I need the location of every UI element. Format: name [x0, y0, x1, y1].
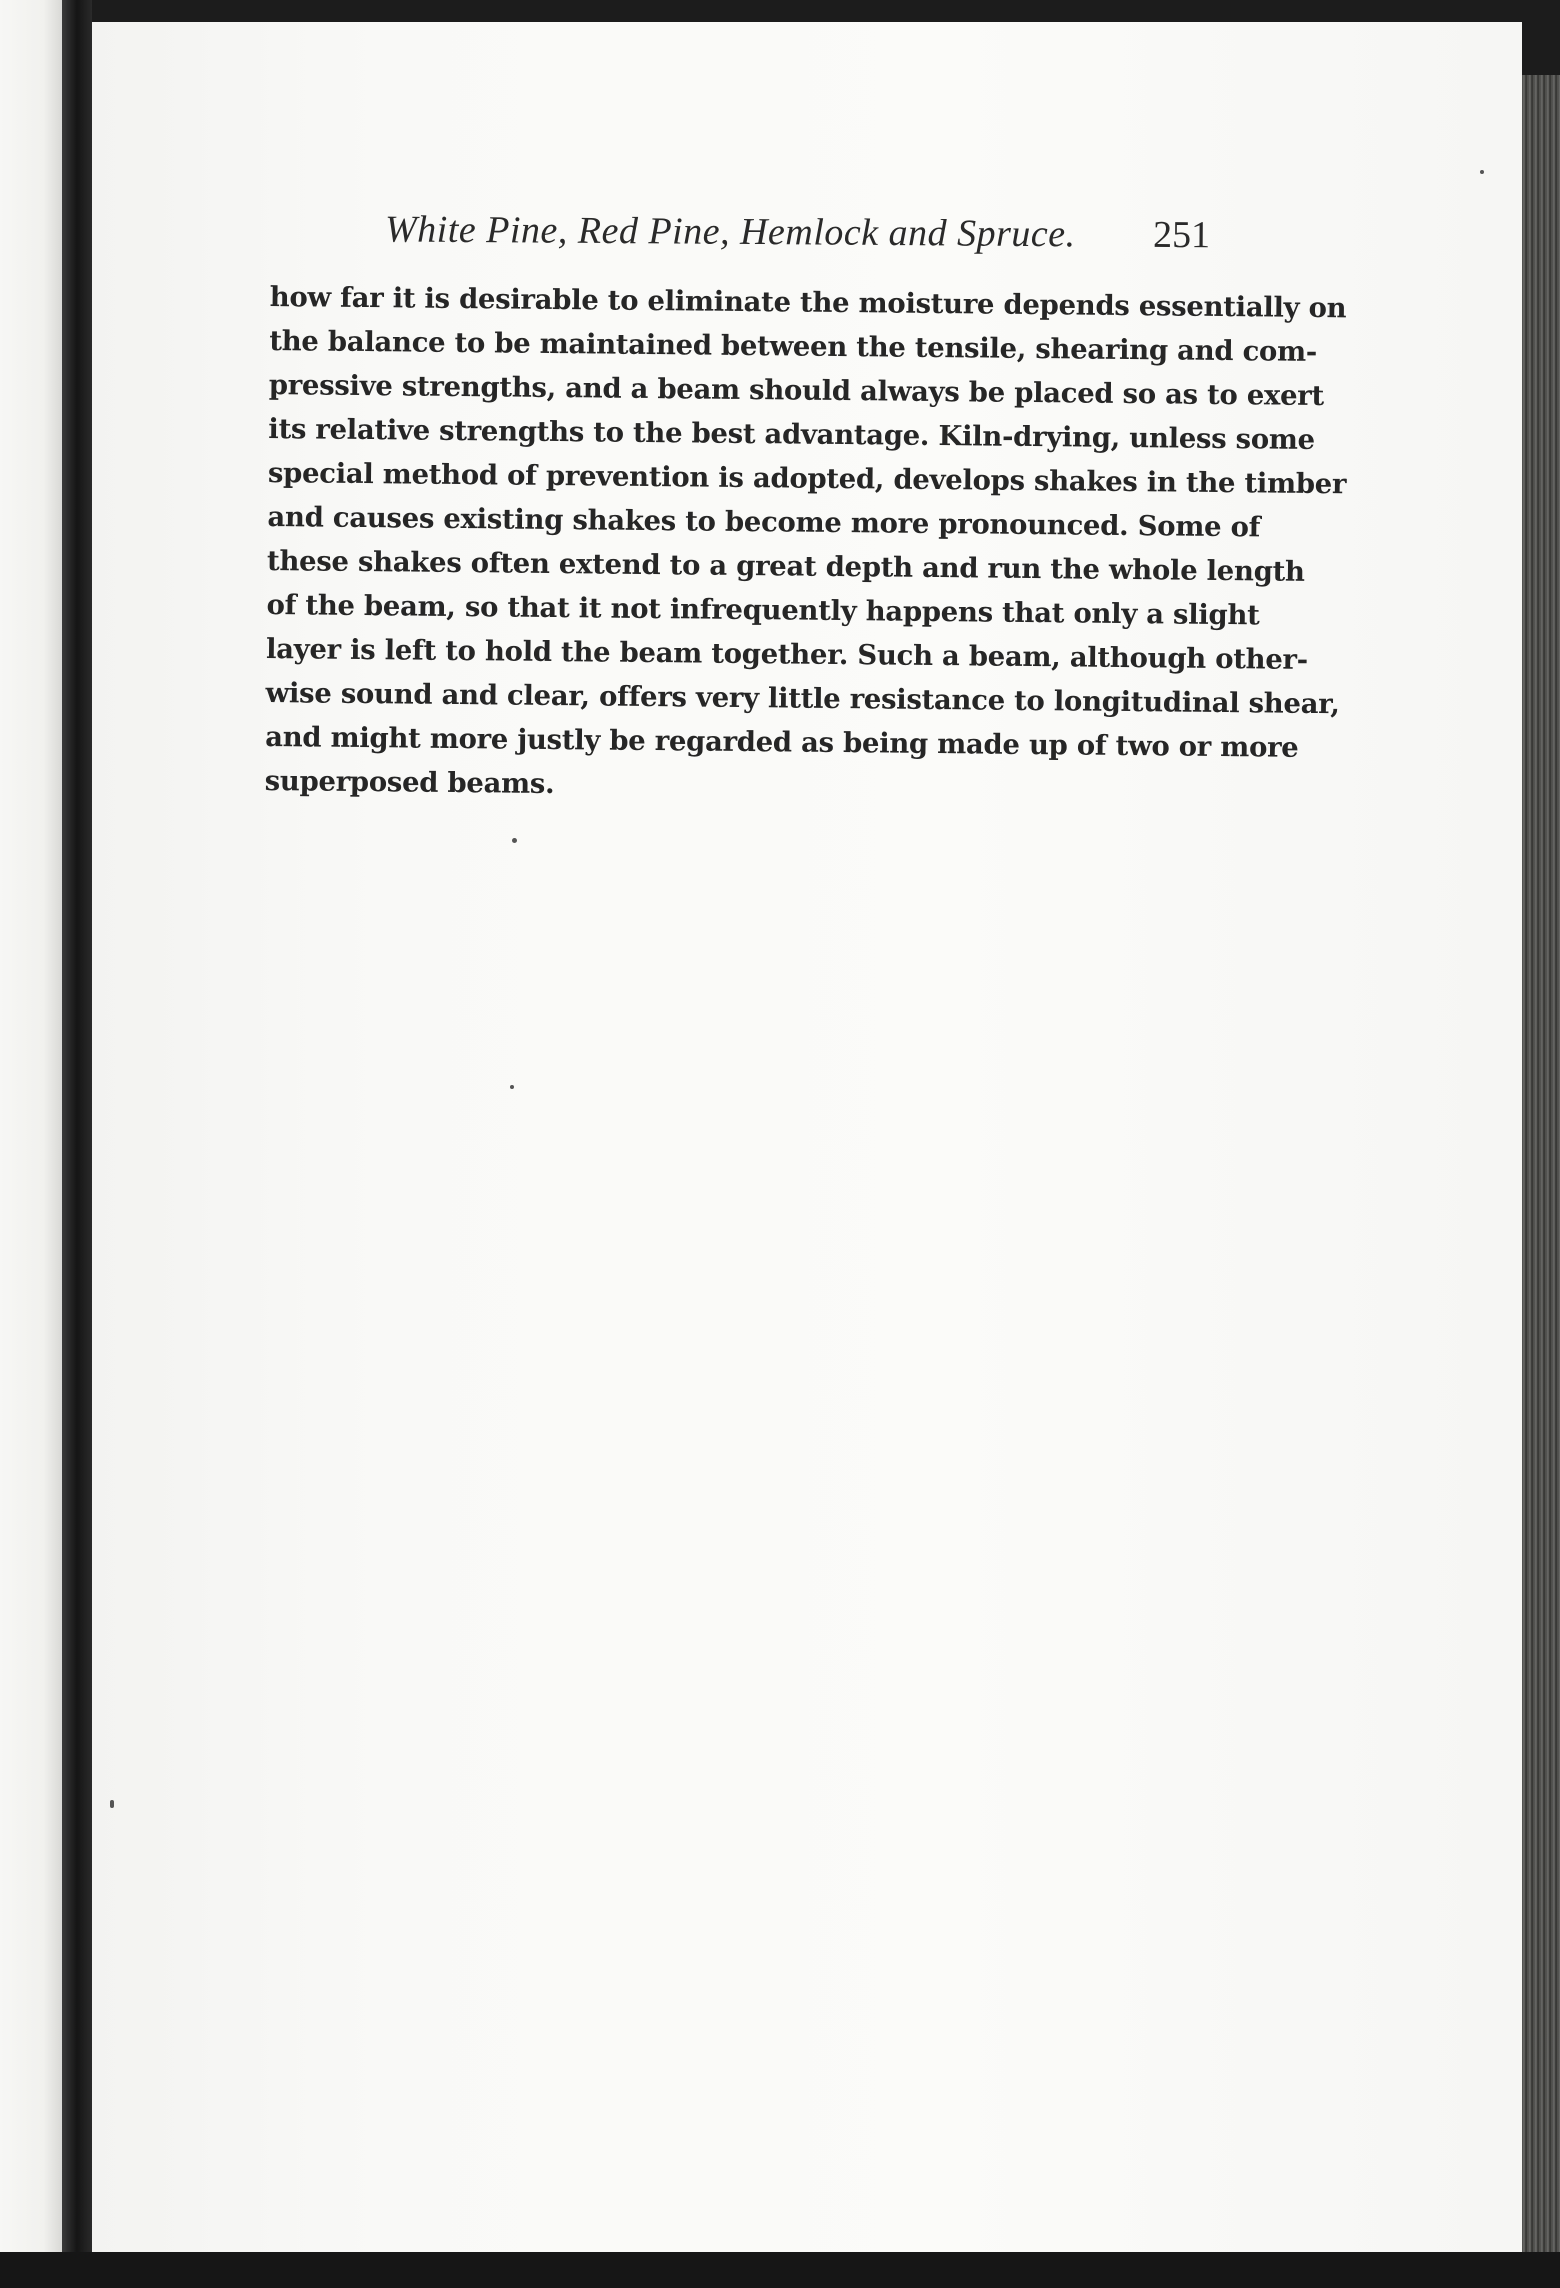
text-line: pressive strengths, and a beam should always be placed so as to exert	[268, 368, 1325, 413]
text-line: and causes existing shakes to become more pronounced. Some of	[267, 500, 1261, 544]
text-line: how far it is desirable to eliminate the moisture depends essentially on	[269, 280, 1347, 325]
text-line: wise sound and clear, offers very little resistance to longitudinal shear,	[265, 676, 1340, 721]
text-line: the balance to be maintained between the tensile, shearing and com-	[269, 324, 1318, 368]
running-head-title: White Pine, Red Pine, Hemlock and Spruce.	[384, 208, 1076, 256]
text-line: special method of prevention is adopted, develops shakes in the timber	[267, 456, 1347, 501]
page-number: 251	[1152, 213, 1211, 257]
previous-page-edge	[0, 0, 62, 2288]
running-head	[290, 207, 1210, 273]
text-line: layer is left to hold the beam together. Such a beam, although other-	[265, 632, 1309, 676]
print-speck	[510, 1085, 514, 1089]
print-speck	[512, 838, 517, 843]
print-speck	[1480, 170, 1484, 174]
body-paragraph	[264, 275, 1347, 813]
scan-bottom-border	[0, 2252, 1560, 2288]
text-line: of the beam, so that it not infrequently happens that only a slight	[266, 588, 1260, 632]
text-line: superposed beams.	[264, 764, 555, 801]
page-stack-edges	[1522, 75, 1560, 2288]
book-gutter	[62, 0, 92, 2288]
text-line: its relative strengths to the best advantage. Kiln-drying, unless some	[268, 412, 1316, 456]
text-line: these shakes often extend to a great depth and run the whole length	[266, 544, 1305, 588]
text-line: and might more justly be regarded as being made up of two or more	[264, 720, 1299, 764]
print-speck	[110, 1800, 114, 1808]
